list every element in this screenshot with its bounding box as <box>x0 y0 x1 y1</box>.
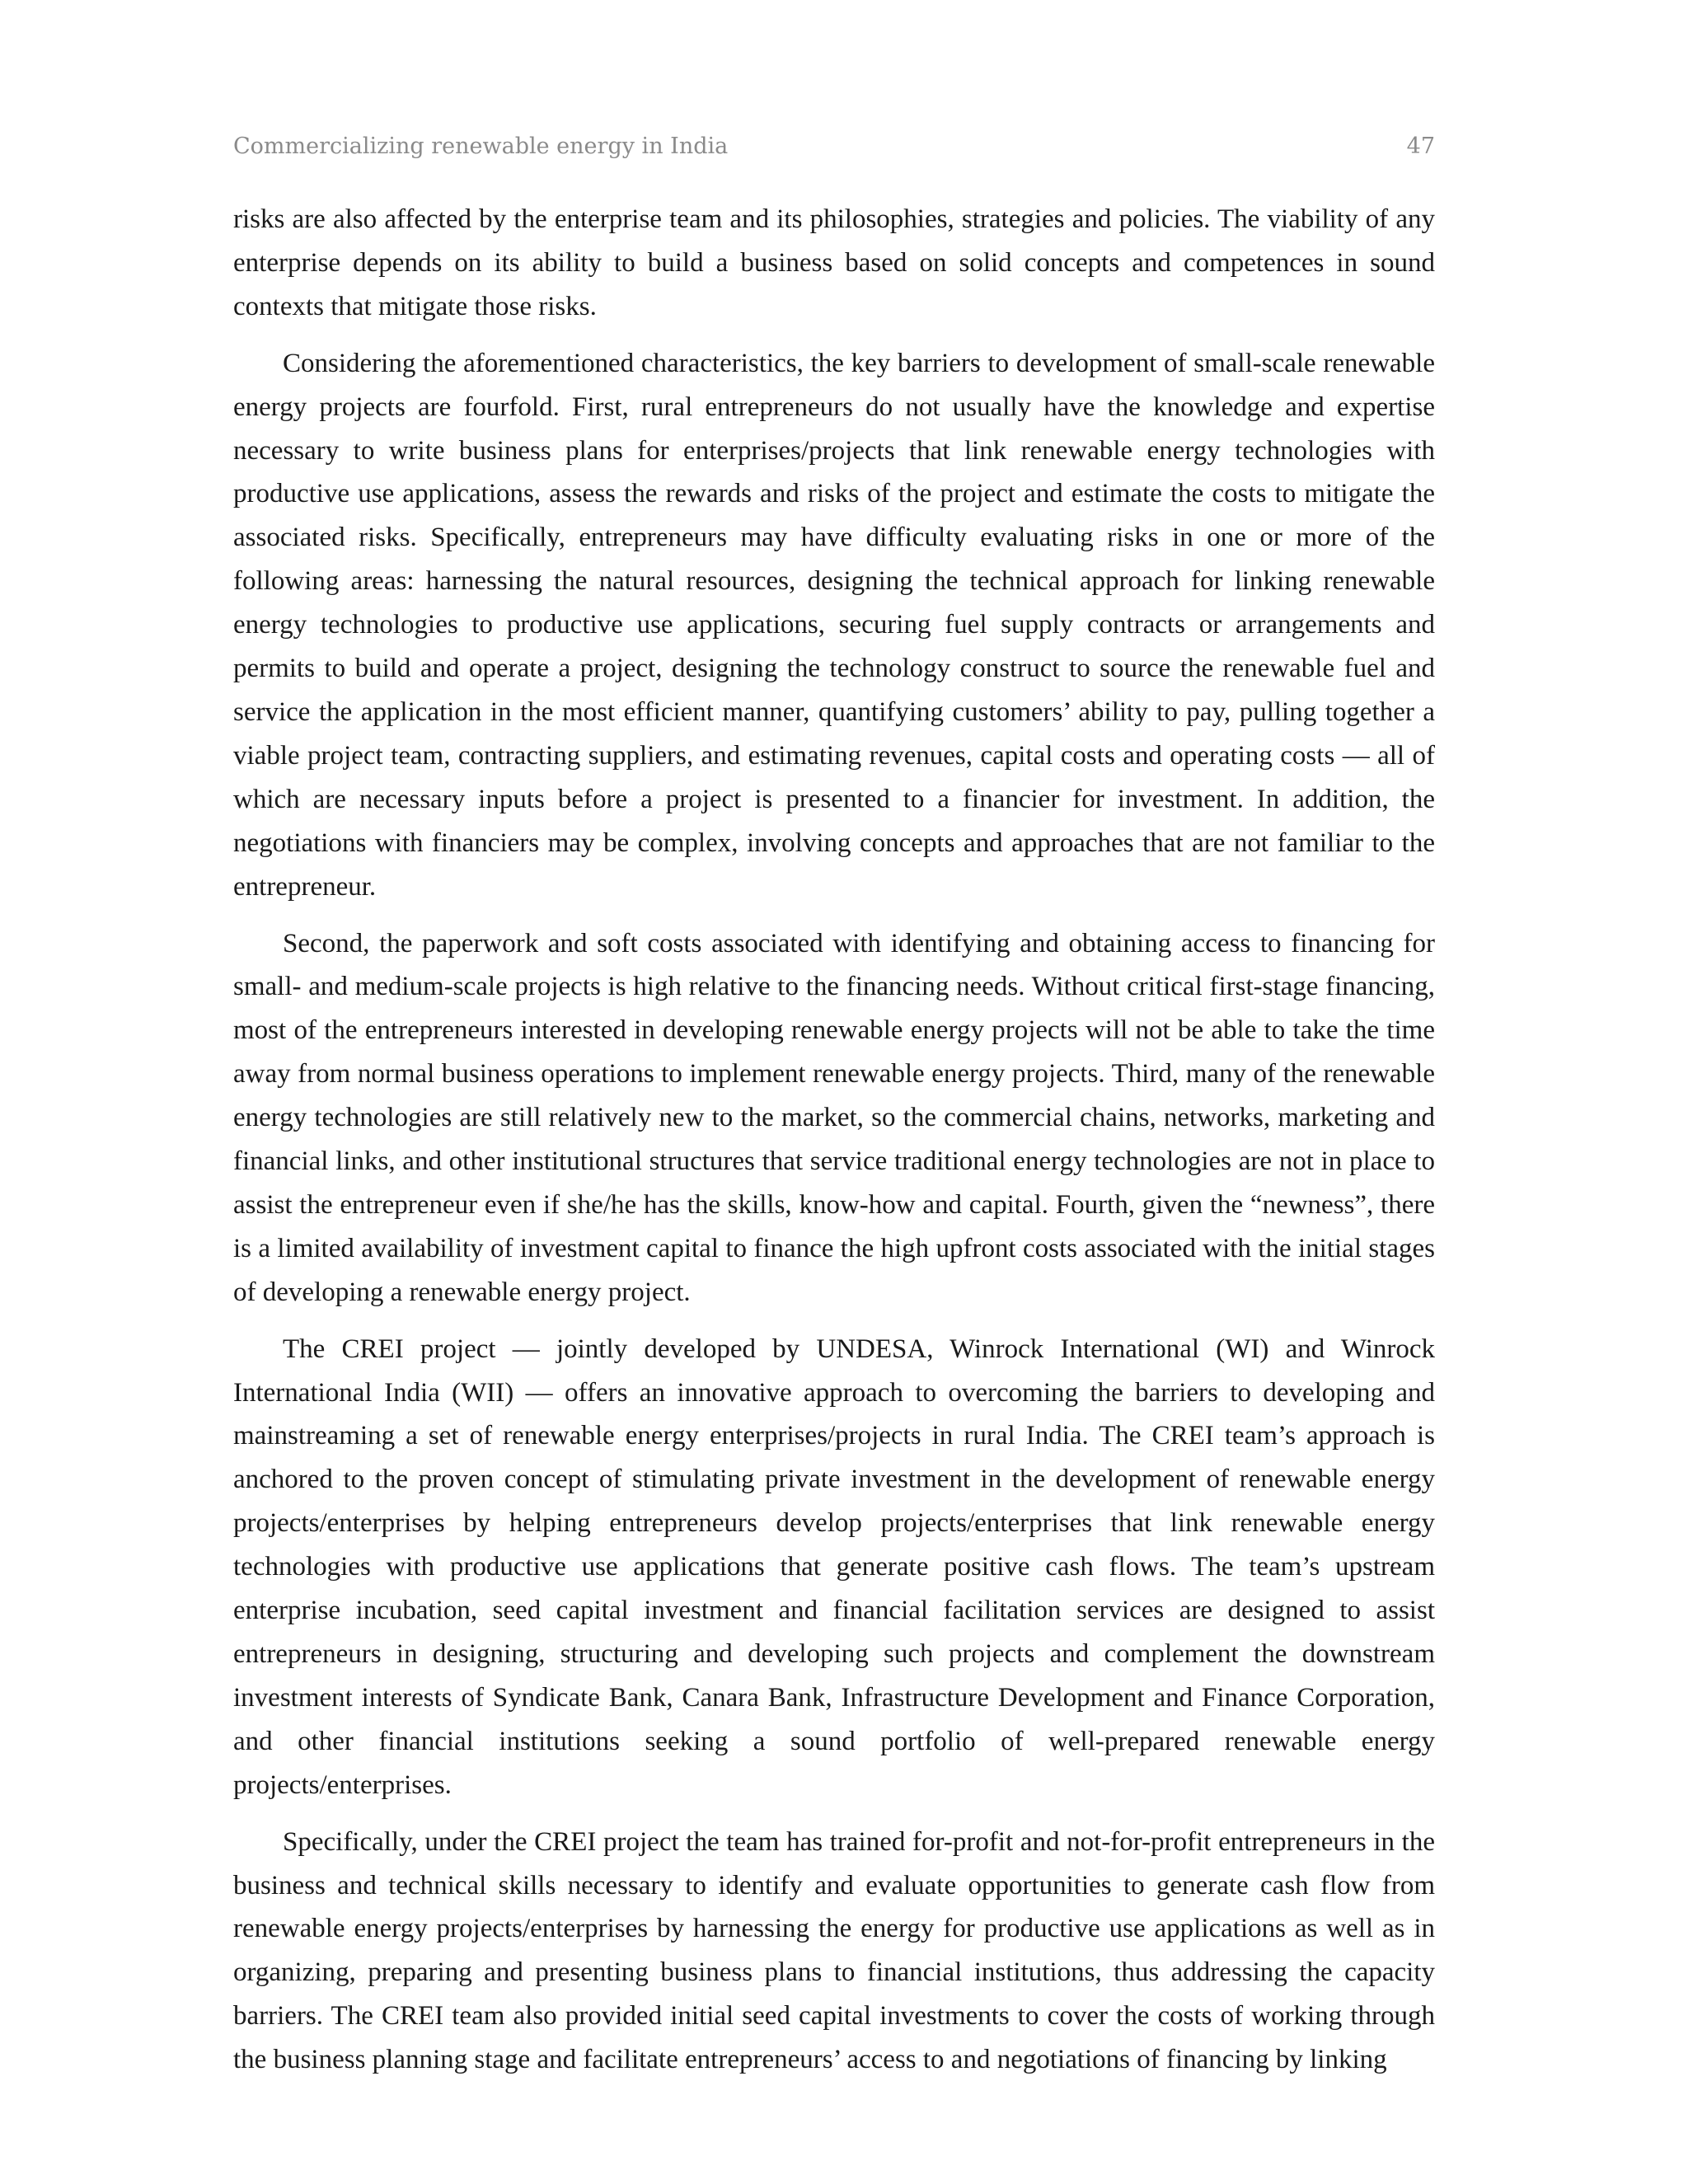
running-head <box>233 134 1435 166</box>
paragraph-continued: risks are also affected by the enterprise team and its philosophies, strategies and policies. The viability of any enterprise depends on its ability to build a business based on solid concepts and competences in sound contexts that mitigate those risks. <box>233 204 1435 321</box>
paragraph-barriers: Considering the aforementioned characteristics, the key barriers to development of small-scale renewable energy projects are fourfold. First, rural entrepreneurs do not usually have the knowledge and expertise necessary to write business plans for enterprises/projects that link renewable energy technologies with productive use applications, assess the rewards and risks of the project and estimate the costs to mitigate the associated risks. Specifically, entrepreneurs may have difficulty evaluating risks in one or more of the following areas: harnessing the natural resources, designing the technical approach for linking renewable energy technologies to productive use applications, securing fuel supply contracts or arrangements and permits to build and operate a project, designing the technology construct to source the renewable fuel and service the application in the most efficient manner, quantifying customers’ ability to pay, pulling together a viable project team, contracting suppliers, and estimating revenues, capital costs and operating costs — all of which are necessary inputs before a project is presented to a financier for investment. In addition, the negotiations with financiers may be complex, involving concepts and approaches that are not familiar to the entrepreneur. <box>233 348 1435 902</box>
paragraph-second-third-fourth: Second, the paperwork and soft costs associated with identifying and obtaining access to financing for small- and medium-scale projects is high relative to the financing needs. Without critical first-stage financing, most of the entrepreneurs interested in developing renewable energy projects will not be able to take the time away from normal business operations to implement renewable energy projects. Third, many of the renewable energy technologies are still relatively new to the market, so the commercial chains, networks, marketing and financial links, and other institutional structures that service traditional energy technologies are not in place to assist the entrepreneur even if she/he has the skills, know-how and capital. Fourth, given the “newness”, there is a limited availability of investment capital to finance the high upfront costs associated with the initial stages of developing a renewable energy project. <box>233 928 1435 1307</box>
running-title: Commercializing renewable energy in India <box>233 134 729 159</box>
body-text <box>233 198 1435 2095</box>
page-number: 47 <box>1406 134 1435 159</box>
paragraph-specifically: Specifically, under the CREI project the team has trained for-profit and not-for-profit entrepreneurs in the business and technical skills necessary to identify and evaluate opportunities to generate cash flow from renewable energy projects/enterprises by harnessing the energy for productive use applications as well as in organizing, preparing and presenting business plans to financial institutions, thus addressing the capacity barriers. The CREI team also provided initial seed capital investments to cover the costs of working through the business planning stage and facilitate entrepreneurs’ access to and negotiations of financing by linking <box>233 1826 1435 2075</box>
paragraph-crei-project: The CREI project — jointly developed by UNDESA, Winrock International (WI) and Winrock International India (WII) — offers an innovative approach to overcoming the barriers to developing and mainstreaming a set of renewable energy enterprises/projects in rural India. The CREI team’s approach is anchored to the proven concept of stimulating private investment in the development of renewable energy projects/enterprises by helping entrepreneurs develop projects/enterprises that link renewable energy technologies with productive use applications that generate positive cash flows. The team’s upstream enterprise incubation, seed capital investment and financial facilitation services are designed to assist entrepreneurs in designing, structuring and developing such projects and complement the downstream investment interests of Syndicate Bank, Canara Bank, Infrastructure Development and Finance Corporation, and other financial institutions seeking a sound portfolio of well-prepared renewable energy projects/enterprises. <box>233 1333 1435 1800</box>
